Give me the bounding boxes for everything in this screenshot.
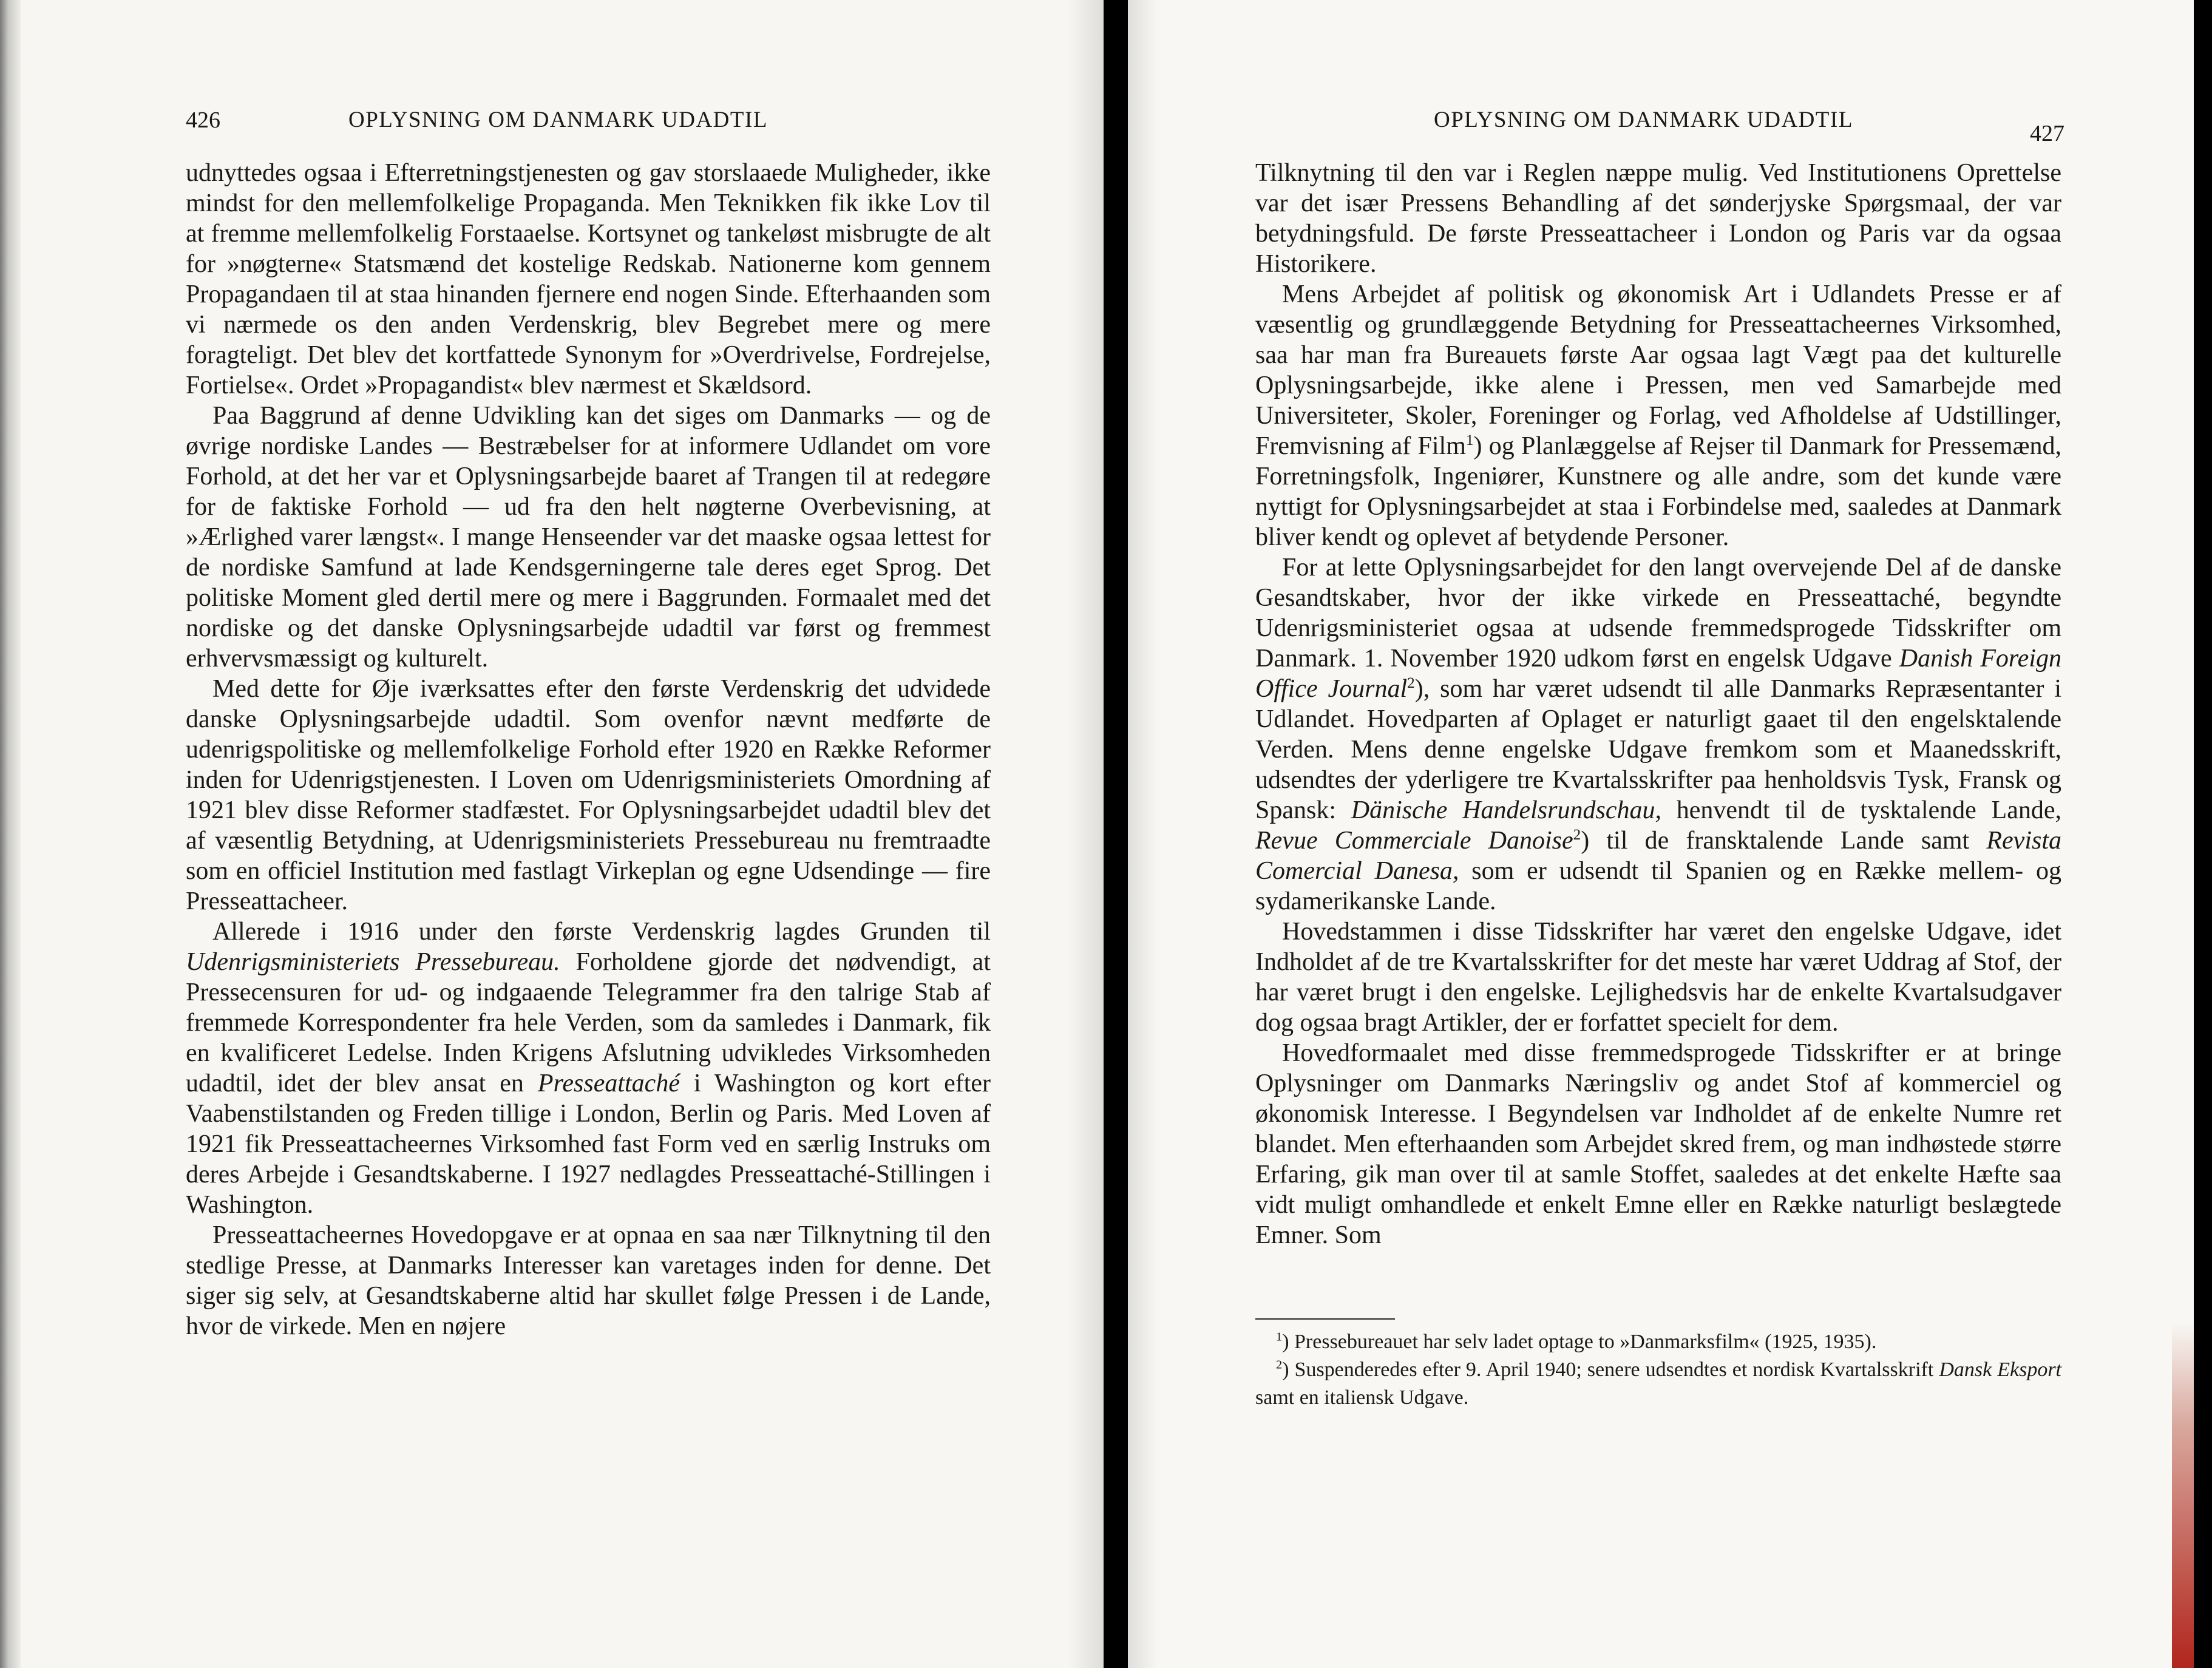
italic-title: Udenrigsministeriets Pressebureau. — [186, 948, 560, 976]
footnote-ref: 1 — [1465, 432, 1474, 449]
text-run: ), som har været udsendt til alle Danmarks Repræsentanter i Udlandet. Hovedparten af Oplaget er naturligt gaaet til den engelsktalende Verden. Mens denne engelske Udgave fremkom som et Maanedsskrift, udsendtes der yderligere tre Kvartalsskrifter paa henholdsvis Tysk, Fransk og Spansk: — [1255, 675, 2061, 824]
footnote-text: ) Pressebureauet har selv ladet optage to »Danmarksfilm« (1925, 1935). — [1282, 1331, 1877, 1353]
text-run: For at lette Oplysningsarbejdet for den langt overvejende Del af de danske Gesandtskaber, hvor der ikke virkede en Presseattaché, begyndte Udenrigsministeriet ogsaa at udsende fremmedsprogede Tidsskrifter om Danmark. 1. November 1920 udkom først en engelsk Udgave — [1255, 554, 2061, 673]
italic-title: Revue Commerciale Danoise — [1255, 827, 1573, 855]
italic-title: Dansk Eksport — [1939, 1358, 2061, 1381]
gutter-shadow — [1067, 0, 1104, 1668]
paragraph: Presseattacheernes Hovedopgave er at opnaa en saa nær Tilknytning til den stedlige Presse, at Danmarks Interesser kan varetages inden for denne. Det siger sig selv, at Gesandtskaberne altid har skullet følge Pressen i de Lande, hvor de virkede. Men en nøjere — [186, 1221, 991, 1340]
paragraph: Paa Baggrund af denne Udvikling kan det siges om Danmarks — og de øvrige nordiske Landes — Bestræbelser for at informere Udlandet om vore Forhold, at det her var et Oplysningsarbejde baaret af Trangen til at redegøre for de faktiske Forhold — ud fra den helt nøgterne Overbevisning, at »Ærlighed varer længst«. I mange Henseender var det maaske ogsaa lettest for de nordiske Samfund at lade Kendsgerningerne tale deres eget Sprog. Det politiske Moment gled dertil mere og mere i Baggrunden. Formaalet med det nordiske og det danske Oplysningsarbejde udadtil var først og fremmest erhvervsmæssigt og kulturelt. — [186, 402, 991, 673]
italic-title: Danish Foreign Office Journal — [1255, 645, 2061, 703]
footnote-ref: 2 — [1407, 675, 1415, 691]
left-page — [0, 0, 1104, 1668]
paragraph: Hovedstammen i disse Tidsskrifter har været den engelske Udgave, idet Indholdet af de tre Kvartalsskrifter for det meste har været Uddrag af Stof, der har været brugt i den engelske. Lejlighedsvis har de enkelte Kvartalsudgaver dog ogsaa bragt Artikler, der er forfattet specielt for dem. — [1255, 918, 2061, 1037]
text-run: henvendt til de tysktalende Lande, — [1661, 796, 2062, 824]
footnote-mark: 1 — [1276, 1330, 1283, 1344]
paragraph: Med dette for Øje iværksattes efter den første Verdenskrig det udvidede danske Oplysningsarbejde udadtil. Som ovenfor nævnt medførte de udenrigspolitiske og mellemfolkelige Forhold efter 1920 en Række Reformer inden for Udenrigstjenesten. I Loven om Udenrigsministeriets Omordning af 1921 blev disse Reformer stadfæstet. For Oplysningsarbejdet udadtil blev det af væsentlig Betydning, at Udenrigsministeriets Pressebureau nu fremtraadte som en officiel Institution med fastlagt Virkeplan og egne Udsendinge — fire Presseattacheer. — [186, 675, 991, 915]
paragraph — [186, 917, 991, 1220]
paragraph — [1255, 552, 2061, 917]
running-head: OPLYSNING OM DANMARK UDADTIL — [348, 107, 768, 132]
footnote-text: samt en italiensk Udgave. — [1255, 1386, 1469, 1409]
page-number: 427 — [2030, 121, 2064, 146]
footnote — [1255, 1328, 2061, 1356]
italic-title: Dänische Handelsrundschau, — [1351, 796, 1661, 824]
page-edge-stain — [2172, 1323, 2194, 1668]
body-text — [186, 158, 991, 1341]
footnote-ref: 2 — [1573, 827, 1581, 843]
paragraph: Tilknytning til den var i Reglen næppe mulig. Ved Institutionens Oprettelse var det især Pressens Behandling af det sønderjyske Spørgsmaal, der var betydningsfuld. De første Presseattacheer i London og Paris var da ogsaa Historikere. — [1255, 159, 2061, 278]
spine-shadow — [0, 0, 21, 1668]
italic-title: Revista Comercial Danesa, — [1255, 827, 2061, 885]
text-run: Mens Arbejdet af politisk og økonomisk Art i Udlandets Presse er af væsentlig og grundlæggende Betydning for Presseattacheernes Virksomhed, saa har man fra Bureauets første Aar ogsaa lagt Vægt paa det kulturelle Oplysningsarbejde, ikke alene i Pressen, men ved Samarbejde med Universiteter, Skoler, Foreninger og Forlag, ved Afholdelse af Udstillinger, Fremvisning af Film — [1255, 280, 2061, 460]
text-run: Allerede i 1916 under den første Verdenskrig lagdes Grunden til — [212, 918, 991, 946]
page-number: 426 — [186, 107, 220, 133]
footnote — [1255, 1356, 2061, 1412]
footnote-text: ) Suspenderedes efter 9. April 1940; senere udsendtes et nordisk Kvartalsskrift — [1282, 1358, 1939, 1381]
footnote-rule — [1255, 1318, 1395, 1320]
body-text — [1255, 158, 2061, 1250]
text-run: ) og Planlæggelse af Rejser til Danmark for Pressemænd, Forretningsfolk, Ingeniører, Kunstnere og alle andre, som det kunde være nyttigt for Oplysningsarbejdet at staa i Forbindelse med, saaledes at Danmark bliver kendt og oplevet af betydende Personer. — [1255, 432, 2061, 551]
italic-term: Presseattaché — [537, 1070, 680, 1097]
text-run: i Washington og kort efter Vaabenstilstanden og Freden tillige i London, Berlin og Paris. Med Loven af 1921 fik Presseattacheernes Virksomhed fast Form ved en særlig Instruks om deres Arbejde i Gesandtskaberne. I 1927 nedlagdes Presseattaché-Stillingen i Washington. — [186, 1070, 991, 1219]
paragraph: udnyttedes ogsaa i Efterretningstjenesten og gav storslaaede Muligheder, ikke mindst for den mellemfolkelige Propaganda. Men Teknikken fik ikke Lov til at fremme mellemfolkelig Forstaaelse. Kortsynet og tankeløst misbrugte de alt for »nøgterne« Statsmænd det kostelige Redskab. Nationerne kom gennem Propagandaen til at staa hinanden fjernere end nogen Sinde. Efterhaanden som vi nærmede os den anden Verdenskrig, blev Begrebet mere og mere foragteligt. Det blev det kortfattede Synonym for »Overdrivelse, Fordrejelse, Fortielse«. Ordet »Propagandist« blev nærmest et Skældsord. — [186, 159, 991, 399]
footnotes — [1255, 1328, 2061, 1412]
gutter-shadow — [1128, 0, 1158, 1668]
text-run: Forholdene gjorde det nødvendigt, at Pressecensuren for ud- og indgaaende Telegrammer fra den talrige Stab af fremmede Korrespondenter fra hele Verden, som da samledes i Danmark, fik en kvalificeret Ledelse. Inden Krigens Afslutning udvikledes Virksomheden udadtil, idet der blev ansat en — [186, 948, 991, 1097]
paragraph — [1255, 279, 2061, 552]
paragraph: Hovedformaalet med disse fremmedsprogede Tidsskrifter er at bringe Oplysninger om Danmarks Næringsliv og andet Stof af kommerciel og økonomisk Interesse. I Begyndelsen var Indholdet af de enkelte Numre ret blandet. Men efterhaanden som Arbejdet skred frem, og man indhøstede større Erfaring, gik man over til at samle Stoffet, saaledes at det enkelte Hæfte saa vidt muligt omhandlede et enkelt Emne eller en Række naturligt beslægtede Emner. Som — [1255, 1039, 2061, 1249]
footnote-mark: 2 — [1276, 1358, 1283, 1372]
text-run: som er udsendt til Spanien og en Række mellem- og sydamerikanske Lande. — [1255, 857, 2061, 915]
text-run: ) til de fransktalende Lande samt — [1581, 827, 1987, 855]
right-page — [1128, 0, 2194, 1668]
running-head: OPLYSNING OM DANMARK UDADTIL — [1434, 107, 1853, 132]
